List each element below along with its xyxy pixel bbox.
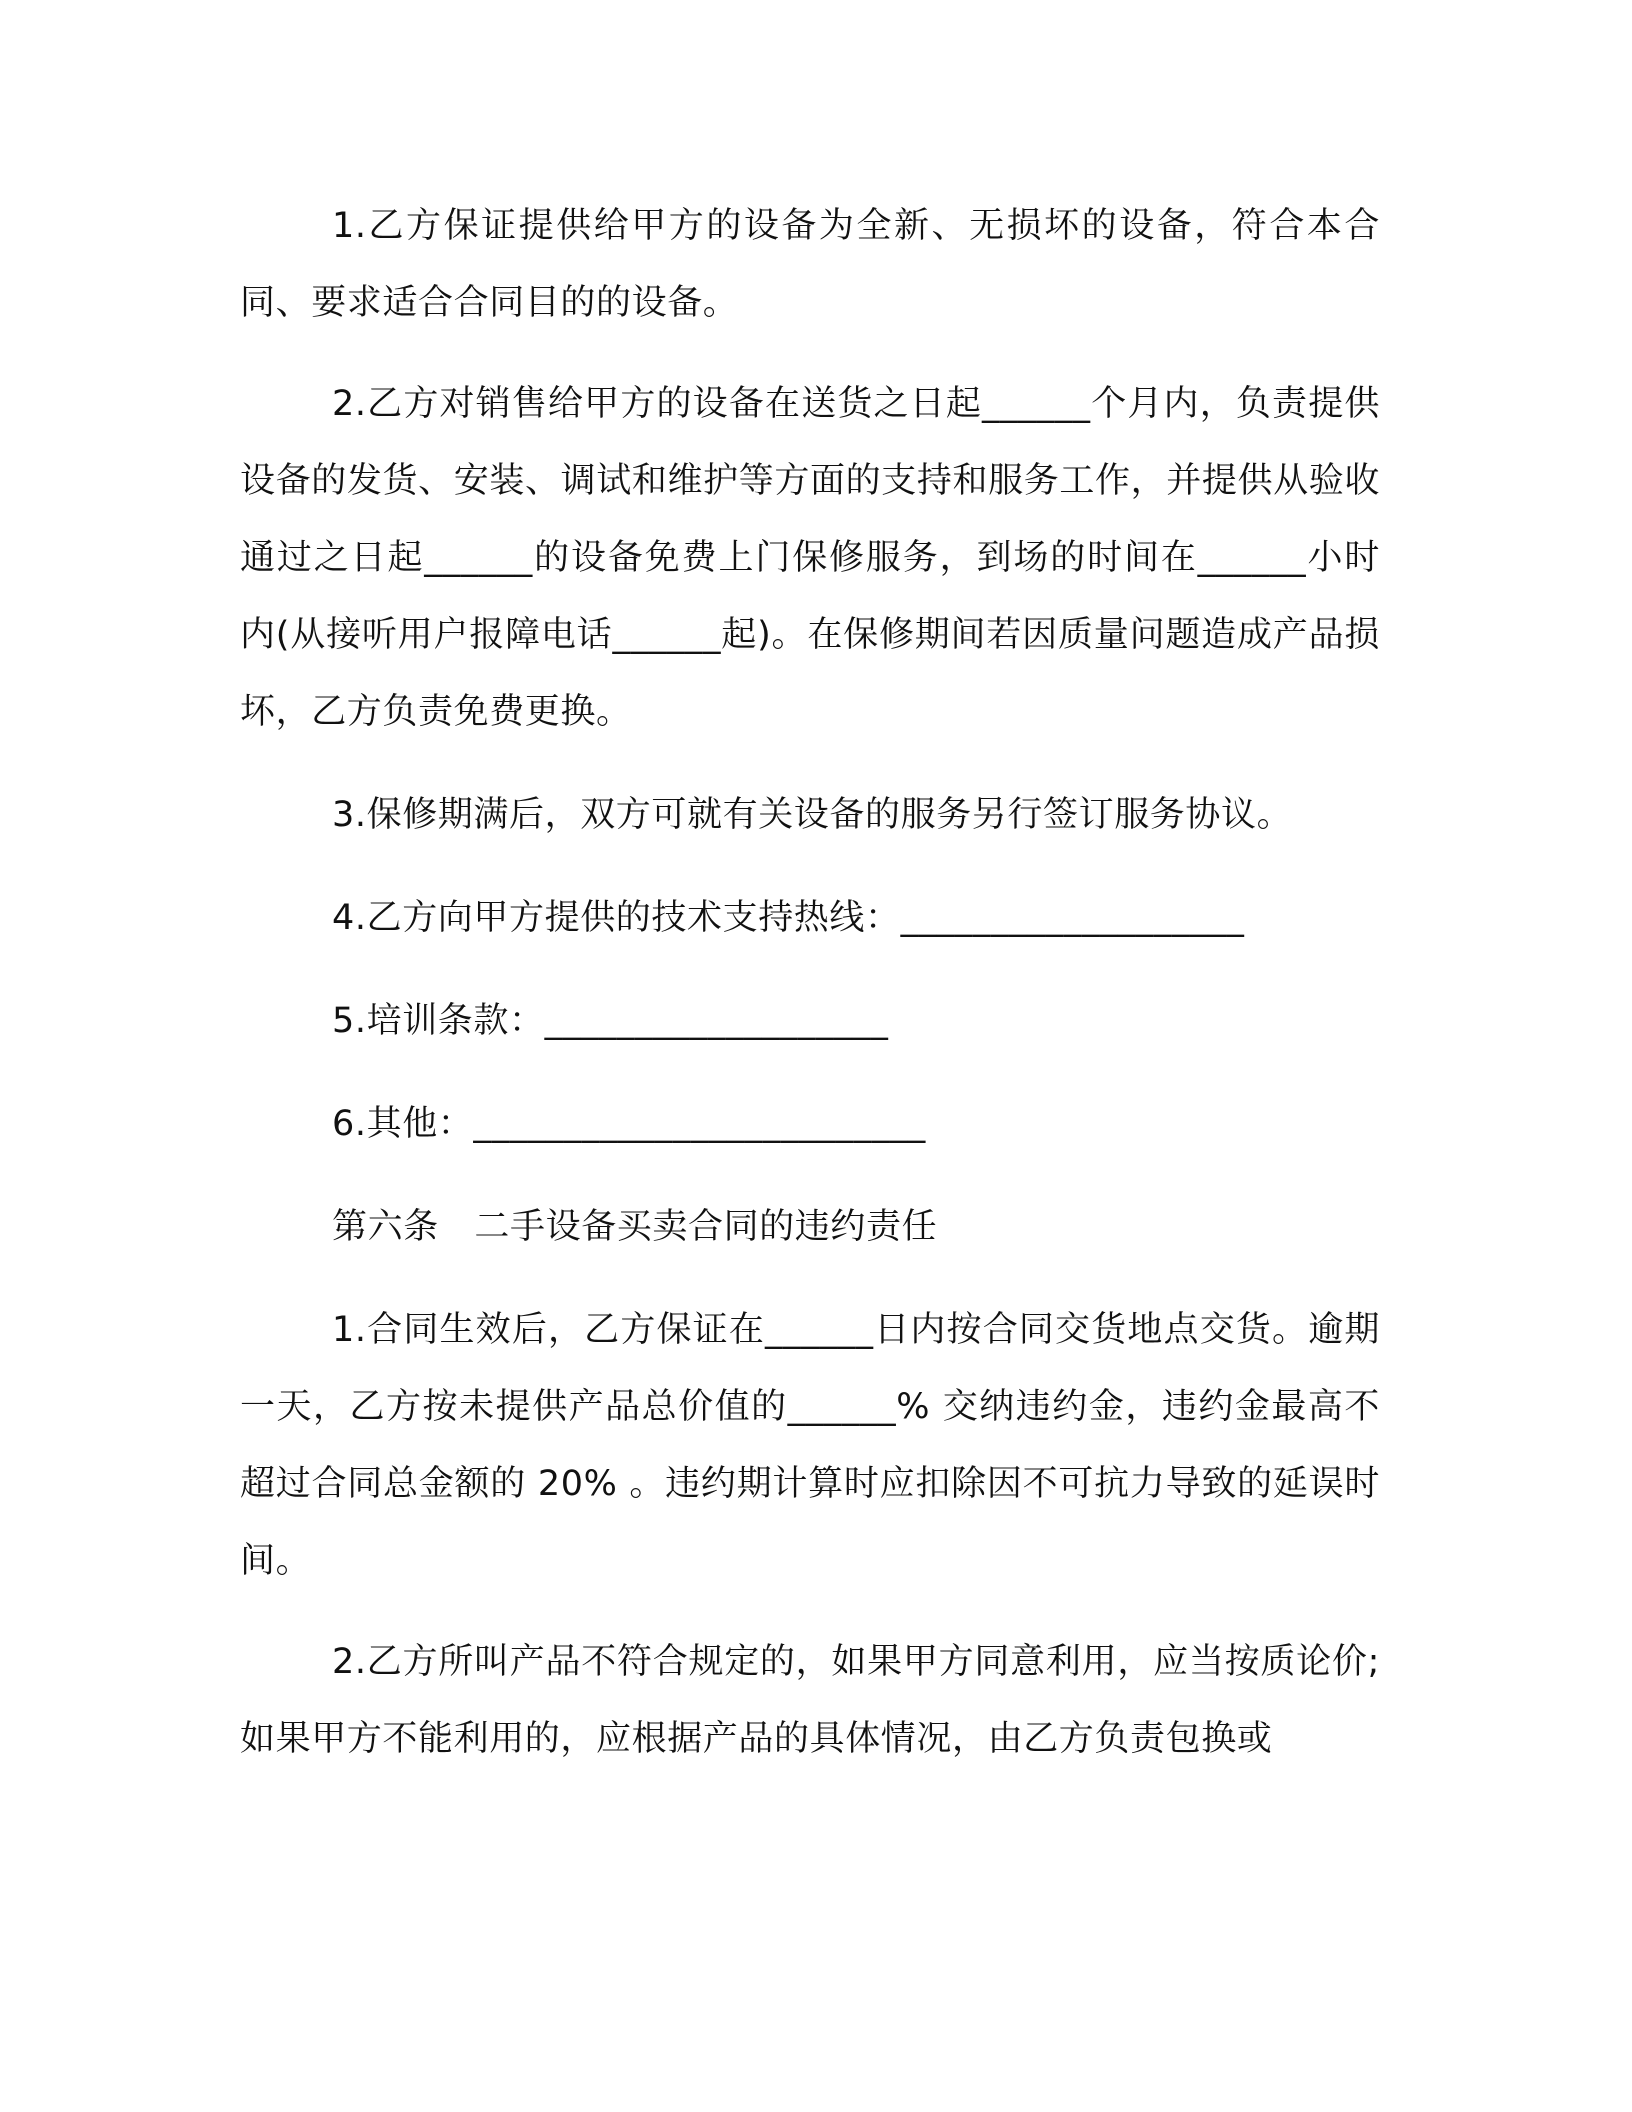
paragraph-other: 6.其他：_________________________ [332,1104,926,1144]
paragraph-warranty-new-equipment: 1.乙方保证提供给甲方的设备为全新、无损坏的设备，符合本合同、要求适合合同目的的设备。 [240,206,1380,323]
paragraph-delivery-penalty: 1.合同生效后，乙方保证在______日内按合同交货地点交货。逾期一天，乙方按未提供产品总价值的______% 交纳违约金，违约金最高不超过合同总金额的 20% 。违约期计算时应扣除因不可抗力导致的延误时间。 [240,1310,1380,1581]
paragraph-nonconforming-products: 2.乙方所叫产品不符合规定的，如果甲方同意利用，应当按质论价;如果甲方不能利用的，应根据产品的具体情况，由乙方负责包换或 [240,1642,1380,1759]
paragraph-support-hotline: 4.乙方向甲方提供的技术支持热线：___________________ [332,898,1245,938]
paragraph-service-and-repair: 2.乙方对销售给甲方的设备在送货之日起______个月内，负责提供设备的发货、安装、调试和维护等方面的支持和服务工作，并提供从验收通过之日起______的设备免费上门保修服务，到场的时间在______小时内(从接听用户报障电话______起)。在保修期间若因质量问题造成产品损坏，乙方负责免费更换。 [240,384,1380,732]
section-heading-article-6: 第六条 二手设备买卖合同的违约责任 [332,1207,938,1247]
paragraph-training-terms: 5.培训条款：___________________ [332,1001,889,1041]
paragraph-service-agreement: 3.保修期满后，双方可就有关设备的服务另行签订服务协议。 [332,795,1293,835]
document-body [240,188,1380,1778]
